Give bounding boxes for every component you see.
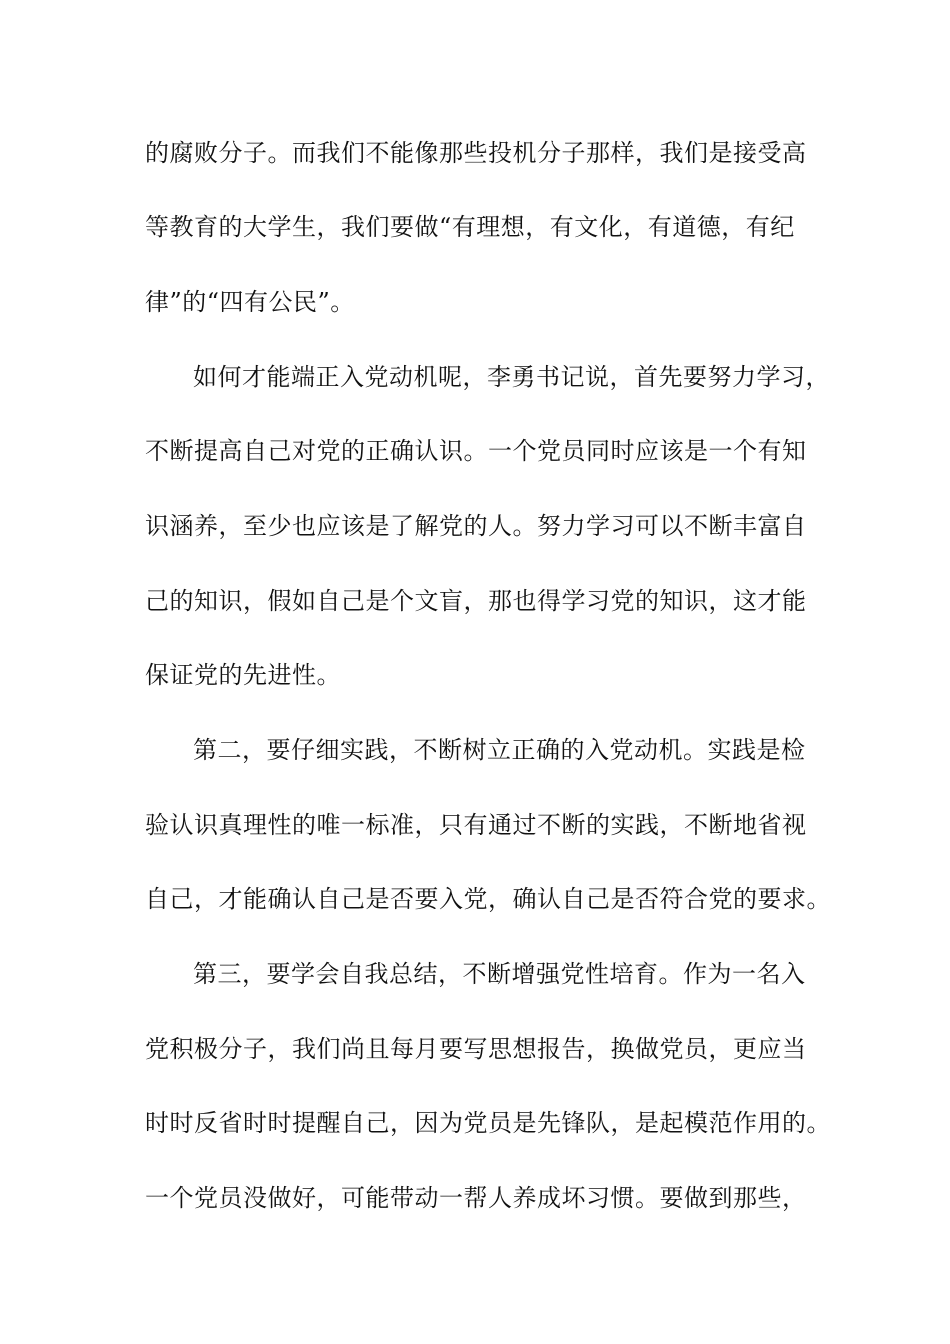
text-line: 党积极分子，我们尚且每月要写思想报告，换做党员，更应当	[145, 1035, 807, 1063]
text-line: 一个党员没做好，可能带动一帮人养成坏习惯。要做到那些，	[145, 1184, 807, 1212]
text-line: 不断提高自己对党的正确认识。一个党员同时应该是一个有知	[145, 437, 807, 465]
text-line: 自己，才能确认自己是否要入党，确认自己是否符合党的要求。	[145, 885, 831, 913]
text-line: 的腐败分子。而我们不能像那些投机分子那样，我们是接受高	[145, 139, 807, 167]
text-line: 律”的“四有公民”。	[145, 288, 355, 316]
paragraph-first-line: 如何才能端正入党动机呢，李勇书记说，首先要努力学习，	[193, 363, 830, 391]
text-line: 等教育的大学生，我们要做“有理想，有文化，有道德，有纪	[145, 213, 795, 241]
paragraph-first-line: 第三，要学会自我总结，不断增强党性培育。作为一名入	[193, 960, 806, 988]
paragraph-first-line: 第二，要仔细实践，不断树立正确的入党动机。实践是检	[193, 736, 806, 764]
text-line: 时时反省时时提醒自己，因为党员是先锋队，是起模范作用的。	[145, 1109, 831, 1137]
text-line: 己的知识，假如自己是个文盲，那也得学习党的知识，这才能	[145, 587, 807, 615]
text-line: 保证党的先进性。	[145, 661, 341, 689]
text-line: 识涵养，至少也应该是了解党的人。努力学习可以不断丰富自	[145, 512, 807, 540]
text-line: 验认识真理性的唯一标准，只有通过不断的实践，不断地省视	[145, 811, 807, 839]
